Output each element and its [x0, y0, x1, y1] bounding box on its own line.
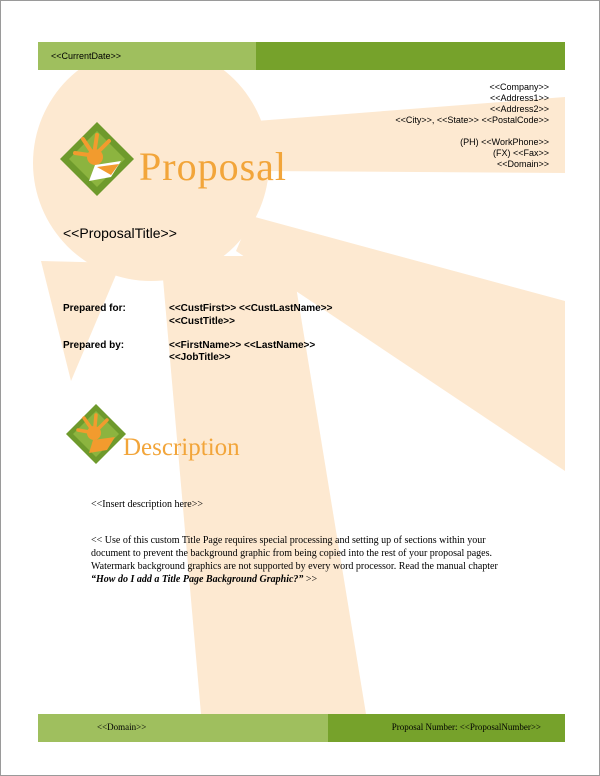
prepared-for-label: Prepared for:: [63, 303, 126, 314]
fax-field: (FX) <<Fax>>: [492, 148, 549, 158]
description-sun-icon: [65, 403, 127, 465]
description-placeholder: <<Insert description here>>: [91, 499, 203, 510]
proposal-number-field: Proposal Number: <<ProposalNumber>>: [391, 722, 541, 732]
note-line: Watermark background graphics are not supported by every word processor. Read the manual chapter: [91, 561, 498, 572]
manual-chapter-link: “How do I add a Title Page Background Graphic?”: [91, 574, 304, 585]
current-date-field: <<CurrentDate>>: [51, 51, 122, 61]
address1-field: <<Address1>>: [489, 93, 549, 103]
prepared-by-label: Prepared by:: [63, 340, 125, 351]
author-name-field: <<FirstName>> <<LastName>>: [169, 340, 316, 351]
address2-field: <<Address2>>: [489, 104, 549, 114]
proposal-title-field: <<ProposalTitle>>: [63, 225, 177, 241]
sun-logo-icon: [59, 121, 135, 197]
author-title-field: <<JobTitle>>: [169, 352, 231, 363]
note-line: [91, 573, 541, 586]
phone-field: (PH) <<WorkPhone>>: [460, 137, 549, 147]
note-line: document to prevent the background graphic from being copied into the rest of your proposal pages.: [91, 548, 492, 559]
description-heading: Description: [123, 434, 240, 461]
company-field: <<Company>>: [489, 82, 549, 92]
city-state-postal-field: <<City>>, <<State>> <<PostalCode>>: [395, 115, 549, 125]
proposal-heading: Proposal: [139, 144, 287, 189]
customer-name-field: <<CustFirst>> <<CustLastName>>: [169, 303, 333, 314]
description-note: [91, 534, 541, 586]
footer-domain-field: <<Domain>>: [97, 722, 147, 732]
note-end: >>: [303, 574, 318, 585]
domain-field: <<Domain>>: [496, 159, 549, 169]
note-line: << Use of this custom Title Page requires special processing and setting up of sections within your: [91, 535, 486, 546]
customer-title-field: <<CustTitle>>: [169, 316, 235, 327]
